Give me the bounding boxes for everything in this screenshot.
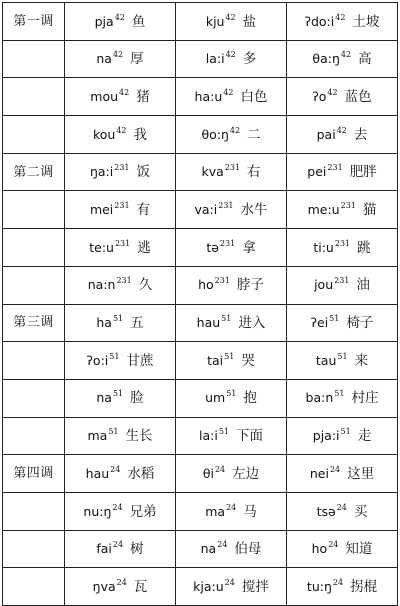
chinese-gloss: 生长 bbox=[125, 428, 153, 445]
ipa-transcription: ha:u bbox=[194, 88, 223, 104]
tone-number: 24 bbox=[336, 502, 347, 512]
tone-number: 24 bbox=[329, 464, 341, 474]
table-row bbox=[3, 417, 398, 455]
tone-label-cell-empty bbox=[3, 492, 65, 530]
table-row bbox=[3, 153, 398, 191]
word-cell bbox=[287, 116, 398, 154]
chinese-gloss: 抱 bbox=[243, 390, 257, 407]
ipa-transcription: mou bbox=[90, 88, 119, 104]
ipa-transcription: ʔei bbox=[310, 315, 329, 331]
tone-number: 42 bbox=[229, 125, 241, 135]
ipa-transcription: nu:ŋ bbox=[83, 503, 112, 519]
tone-number: 51 bbox=[112, 314, 124, 324]
table-row bbox=[3, 379, 398, 417]
ipa-transcription: ŋa:i bbox=[89, 164, 114, 180]
ipa-transcription: ha bbox=[96, 315, 112, 331]
ipa-transcription: ʔo bbox=[312, 88, 327, 104]
ipa-transcription: kva bbox=[201, 164, 224, 180]
ipa-transcription: pei bbox=[307, 164, 327, 180]
tone-number: 42 bbox=[327, 87, 338, 97]
chinese-gloss: 五 bbox=[130, 315, 144, 332]
table-row bbox=[3, 229, 398, 267]
tone-label-cell: 第四调 bbox=[3, 455, 65, 493]
ipa-transcription: ŋva bbox=[92, 578, 116, 594]
ipa-transcription: na bbox=[96, 390, 112, 406]
word-cell bbox=[176, 379, 287, 417]
word-cell bbox=[287, 379, 398, 417]
tone-number: 24 bbox=[112, 502, 123, 512]
tone-number: 24 bbox=[328, 540, 339, 550]
table-row bbox=[3, 568, 398, 606]
ipa-transcription: tau bbox=[315, 352, 337, 368]
chinese-gloss: 蓝色 bbox=[344, 88, 372, 105]
word-cell bbox=[287, 492, 398, 530]
tone-label-cell: 第三调 bbox=[3, 304, 65, 342]
tone-number: 24 bbox=[332, 577, 344, 587]
word-cell bbox=[65, 379, 176, 417]
word-cell bbox=[65, 304, 176, 342]
ipa-transcription: hau bbox=[85, 465, 110, 481]
chinese-gloss: 高 bbox=[358, 51, 372, 68]
chinese-gloss: 椅子 bbox=[346, 315, 374, 332]
tone-number: 42 bbox=[335, 12, 346, 22]
word-cell bbox=[176, 40, 287, 78]
chinese-gloss: 土坡 bbox=[352, 13, 380, 30]
word-cell bbox=[287, 304, 398, 342]
word-cell bbox=[287, 78, 398, 116]
table-body bbox=[3, 3, 398, 606]
tone-number: 51 bbox=[329, 314, 340, 324]
table-row bbox=[3, 455, 398, 493]
chinese-gloss: 兄弟 bbox=[129, 503, 157, 520]
chinese-gloss: 多 bbox=[242, 51, 257, 68]
chinese-gloss: 猪 bbox=[136, 88, 150, 105]
chinese-gloss: 盐 bbox=[242, 13, 257, 30]
chinese-gloss: 白色 bbox=[240, 88, 268, 105]
tone-word-table bbox=[2, 2, 398, 606]
ipa-transcription: kju bbox=[205, 13, 225, 29]
tone-number: 231 bbox=[219, 238, 236, 248]
ipa-transcription: θo:ŋ bbox=[201, 126, 229, 142]
tone-number: 42 bbox=[223, 87, 234, 97]
tone-number: 51 bbox=[218, 427, 229, 437]
tone-number: 42 bbox=[119, 87, 130, 97]
tone-number: 42 bbox=[340, 50, 352, 60]
tone-number: 24 bbox=[112, 540, 124, 550]
tone-number: 231 bbox=[114, 163, 130, 173]
word-cell bbox=[176, 266, 287, 304]
word-cell bbox=[287, 417, 398, 455]
chinese-gloss: 二 bbox=[247, 126, 261, 143]
tone-label-cell-empty bbox=[3, 568, 65, 606]
ipa-transcription: na bbox=[96, 51, 112, 67]
word-cell bbox=[287, 530, 398, 568]
ipa-transcription: tə bbox=[206, 239, 219, 255]
word-cell bbox=[176, 417, 287, 455]
chinese-gloss: 走 bbox=[357, 428, 372, 445]
tone-number: 51 bbox=[224, 351, 235, 361]
table-row bbox=[3, 304, 398, 342]
ipa-transcription: kja:u bbox=[193, 578, 224, 594]
tone-number: 231 bbox=[214, 276, 230, 286]
ipa-transcription: mei bbox=[89, 202, 114, 218]
tone-number: 51 bbox=[340, 427, 351, 437]
word-cell bbox=[65, 342, 176, 380]
chinese-gloss: 马 bbox=[243, 503, 257, 520]
ipa-transcription: jou bbox=[314, 277, 334, 293]
chinese-gloss: 伯母 bbox=[234, 541, 262, 558]
word-cell bbox=[176, 116, 287, 154]
tone-label-cell-empty bbox=[3, 266, 65, 304]
word-cell bbox=[65, 492, 176, 530]
ipa-transcription: pja:i bbox=[312, 428, 340, 444]
word-cell bbox=[176, 3, 287, 41]
word-cell bbox=[287, 229, 398, 267]
ipa-transcription: ho bbox=[198, 277, 214, 293]
tone-number: 42 bbox=[116, 125, 127, 135]
table-row bbox=[3, 78, 398, 116]
chinese-gloss: 饭 bbox=[136, 164, 151, 181]
tone-number: 51 bbox=[221, 314, 232, 324]
tone-number: 231 bbox=[334, 276, 350, 286]
ipa-transcription: va:i bbox=[194, 202, 218, 218]
chinese-gloss: 甘蔗 bbox=[126, 352, 154, 369]
word-cell bbox=[176, 78, 287, 116]
chinese-gloss: 久 bbox=[138, 277, 153, 294]
chinese-gloss: 油 bbox=[356, 277, 370, 294]
tone-number: 24 bbox=[226, 502, 237, 512]
tone-number: 51 bbox=[334, 389, 345, 399]
chinese-gloss: 树 bbox=[130, 541, 144, 558]
chinese-gloss: 右 bbox=[247, 164, 261, 181]
chinese-gloss: 买 bbox=[353, 503, 368, 520]
word-cell bbox=[287, 3, 398, 41]
ipa-transcription: na bbox=[200, 541, 217, 557]
word-cell bbox=[65, 455, 176, 493]
tone-number: 24 bbox=[217, 540, 228, 550]
chinese-gloss: 厚 bbox=[130, 51, 144, 68]
word-cell bbox=[176, 191, 287, 229]
chinese-gloss: 拿 bbox=[242, 239, 256, 256]
tone-number: 51 bbox=[337, 351, 348, 361]
ipa-transcription: fai bbox=[96, 541, 112, 557]
ipa-transcription: ma bbox=[87, 428, 108, 444]
table-row bbox=[3, 191, 398, 229]
tone-label-cell-empty bbox=[3, 342, 65, 380]
word-cell bbox=[176, 492, 287, 530]
word-cell bbox=[287, 266, 398, 304]
tone-label-cell-empty bbox=[3, 191, 65, 229]
word-cell bbox=[287, 40, 398, 78]
word-cell bbox=[65, 229, 176, 267]
ipa-transcription: la:i bbox=[198, 428, 218, 444]
ipa-transcription: θi bbox=[202, 465, 214, 481]
ipa-transcription: um bbox=[205, 390, 226, 406]
chinese-gloss: 搅拌 bbox=[241, 578, 269, 595]
word-cell bbox=[287, 153, 398, 191]
chinese-gloss: 村庄 bbox=[351, 390, 379, 407]
ipa-transcription: te:u bbox=[89, 239, 114, 255]
ipa-transcription: pai bbox=[316, 126, 336, 142]
word-cell bbox=[176, 342, 287, 380]
tone-label-cell: 第一调 bbox=[3, 3, 65, 41]
tone-number: 24 bbox=[116, 577, 127, 587]
word-cell bbox=[65, 530, 176, 568]
tone-number: 42 bbox=[114, 12, 125, 22]
word-cell bbox=[65, 568, 176, 606]
chinese-gloss: 水牛 bbox=[240, 202, 268, 219]
chinese-gloss: 哭 bbox=[241, 352, 255, 369]
chinese-gloss: 瓦 bbox=[133, 578, 148, 595]
tone-number: 51 bbox=[226, 389, 237, 399]
chinese-gloss: 猫 bbox=[362, 202, 377, 219]
chinese-gloss: 跳 bbox=[357, 239, 371, 256]
ipa-transcription: ma bbox=[205, 503, 226, 519]
chinese-gloss: 肥胖 bbox=[349, 164, 377, 181]
tone-label-cell-empty bbox=[3, 78, 65, 116]
table-row bbox=[3, 342, 398, 380]
chinese-gloss: 水稻 bbox=[127, 465, 155, 482]
tone-label-cell-empty bbox=[3, 530, 65, 568]
word-cell bbox=[287, 568, 398, 606]
chinese-gloss: 有 bbox=[136, 202, 151, 219]
tone-number: 42 bbox=[225, 50, 236, 60]
word-cell bbox=[65, 3, 176, 41]
table-row bbox=[3, 492, 398, 530]
chinese-gloss: 逃 bbox=[137, 239, 151, 256]
word-cell bbox=[65, 191, 176, 229]
ipa-transcription: na:n bbox=[87, 277, 116, 293]
word-cell bbox=[287, 455, 398, 493]
chinese-gloss: 拐棍 bbox=[350, 578, 378, 595]
ipa-transcription: tsə bbox=[316, 503, 336, 519]
chinese-gloss: 脸 bbox=[130, 390, 144, 407]
word-cell bbox=[287, 191, 398, 229]
tone-label-cell-empty bbox=[3, 417, 65, 455]
tone-number: 42 bbox=[112, 50, 124, 60]
tone-number: 231 bbox=[327, 163, 343, 173]
chinese-gloss: 这里 bbox=[347, 465, 375, 482]
table-row bbox=[3, 530, 398, 568]
word-cell bbox=[65, 40, 176, 78]
ipa-transcription: ʔo:i bbox=[86, 352, 109, 368]
tone-number: 231 bbox=[224, 163, 241, 173]
tone-number: 24 bbox=[224, 577, 235, 587]
ipa-transcription: θa:ŋ bbox=[312, 51, 340, 67]
tone-label-cell-empty bbox=[3, 229, 65, 267]
chinese-gloss: 左边 bbox=[232, 465, 260, 482]
chinese-gloss: 来 bbox=[354, 352, 369, 369]
tone-number: 24 bbox=[110, 464, 121, 474]
ipa-transcription: ti:u bbox=[313, 239, 334, 255]
ipa-transcription: ʔdo:i bbox=[304, 13, 335, 29]
ipa-transcription: pja bbox=[94, 13, 114, 29]
ipa-transcription: hau bbox=[196, 315, 221, 331]
tone-number: 231 bbox=[218, 201, 234, 211]
tone-label-cell: 第二调 bbox=[3, 153, 65, 191]
table-row bbox=[3, 116, 398, 154]
chinese-gloss: 下面 bbox=[236, 428, 263, 445]
tone-number: 231 bbox=[340, 201, 356, 211]
table-row bbox=[3, 3, 398, 41]
tone-number: 24 bbox=[214, 464, 226, 474]
tone-number: 51 bbox=[112, 389, 124, 399]
ipa-transcription: me:u bbox=[307, 202, 340, 218]
tone-label-cell-empty bbox=[3, 116, 65, 154]
tone-number: 42 bbox=[225, 12, 236, 22]
tone-number: 231 bbox=[114, 238, 131, 248]
ipa-transcription: ba:n bbox=[305, 390, 334, 406]
ipa-transcription: kou bbox=[92, 126, 116, 142]
tone-number: 231 bbox=[114, 201, 130, 211]
word-cell bbox=[176, 568, 287, 606]
chinese-gloss: 我 bbox=[133, 126, 148, 143]
word-cell bbox=[176, 455, 287, 493]
word-cell bbox=[287, 342, 398, 380]
word-cell bbox=[65, 153, 176, 191]
table-row bbox=[3, 40, 398, 78]
word-cell bbox=[65, 266, 176, 304]
tone-number: 42 bbox=[336, 125, 347, 135]
chinese-gloss: 脖子 bbox=[236, 277, 264, 294]
chinese-gloss: 知道 bbox=[345, 541, 373, 558]
word-cell bbox=[176, 304, 287, 342]
table-row bbox=[3, 266, 398, 304]
chinese-gloss: 去 bbox=[353, 126, 368, 143]
ipa-transcription: la:i bbox=[205, 51, 225, 67]
tone-number: 51 bbox=[109, 351, 120, 361]
tone-number: 231 bbox=[334, 238, 351, 248]
tone-number: 51 bbox=[108, 427, 119, 437]
word-cell bbox=[65, 417, 176, 455]
chinese-gloss: 进入 bbox=[238, 315, 266, 332]
word-cell bbox=[65, 116, 176, 154]
ipa-transcription: tai bbox=[207, 352, 224, 368]
tone-label-cell-empty bbox=[3, 40, 65, 78]
chinese-gloss: 鱼 bbox=[131, 13, 146, 30]
tone-number: 231 bbox=[116, 276, 132, 286]
tone-label-cell-empty bbox=[3, 379, 65, 417]
word-cell bbox=[65, 78, 176, 116]
ipa-transcription: tu:ŋ bbox=[306, 578, 332, 594]
word-cell bbox=[176, 229, 287, 267]
ipa-transcription: nei bbox=[309, 465, 329, 481]
word-cell bbox=[176, 530, 287, 568]
ipa-transcription: ho bbox=[311, 541, 328, 557]
word-cell bbox=[176, 153, 287, 191]
